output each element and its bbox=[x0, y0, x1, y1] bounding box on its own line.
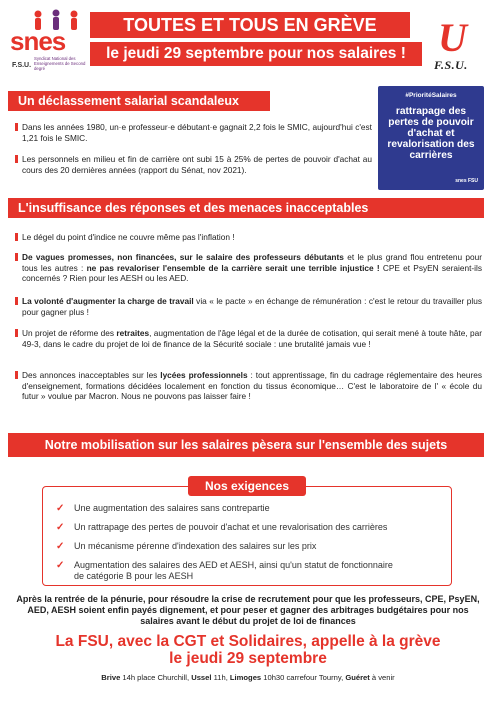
bullet-mark bbox=[15, 123, 18, 131]
check-icon: ✓ bbox=[56, 560, 65, 571]
bullet-mark bbox=[15, 329, 18, 337]
section2-bullet-1: Le dégel du point d'indice ne couvre même pas l'inflation ! bbox=[22, 232, 482, 243]
section2-bullet-5: Des annonces inacceptables sur les lycées professionnels : tout apprentissage, fin du cadrage réglementaire des heures d'enseignement, formations décidées localement en fonction du tissus économique… C'est le laboratoire de l' « école du futur » voulue par Macron. Nous ne pouvons pas laisser faire ! bbox=[22, 370, 482, 402]
check-icon: ✓ bbox=[56, 541, 65, 552]
section2-heading: L'insuffisance des réponses et des menaces inacceptables bbox=[8, 198, 484, 218]
exigence-item-4: ✓ Augmentation des salaires des AED et AESH, ainsi qu'un statut de fonctionnaire bbox=[56, 560, 393, 571]
section1-bullet-1: Dans les années 1980, un·e professeur·e débutant·e gagnait 2,2 fois le SMIC, aujourd'hui c'est 1,21 fois le SMIC. bbox=[22, 122, 372, 143]
exigence-item-1: ✓ Une augmentation des salaires sans contrepartie bbox=[56, 503, 270, 514]
exigence-item-4-cont: de catégorie B pour les AESH bbox=[74, 571, 194, 581]
strike-call bbox=[10, 633, 486, 667]
bullet-mark bbox=[15, 233, 18, 241]
bullet-mark bbox=[15, 371, 18, 379]
fsu-label: F.S.U. bbox=[434, 58, 468, 72]
snes-letters: snes bbox=[10, 26, 66, 56]
section2-bullet-2: De vagues promesses, non financées, sur le salaire des professeurs débutants et le plus grand flou entretenu pour tous les autres : ne pas revaloriser l'ensemble de la carrière serait une terrible injustice ! CPE et PsyEN seraient-ils concernés ? Rien pour les AESH ou les AED. bbox=[22, 252, 482, 284]
section2-bullet-4: Un projet de réforme des retraites, augmentation de l'âge légal et de la durée de cotisation, qui serait mené à toute hâte, par 49-3, dans le cadre du projet de loi de finance de la Sécurité sociale : une brutalité jamais vue ! bbox=[22, 328, 482, 349]
poster-hashtag: #PrioritéSalaires bbox=[405, 92, 457, 99]
bullet-mark bbox=[15, 297, 18, 305]
bullet-mark bbox=[15, 253, 18, 261]
strike-call-line1: La FSU, avec la CGT et Solidaires, appelle à la grève bbox=[55, 633, 441, 650]
exigences-title: Nos exigences bbox=[188, 476, 306, 496]
fsu-u-letter: U bbox=[438, 15, 467, 60]
main-title: TOUTES ET TOUS EN GRÈVE bbox=[90, 12, 410, 38]
snes-logo bbox=[8, 6, 88, 78]
poster-text: rattrapage des pertes de pouvoir d'achat et revalorisation des carrières bbox=[387, 106, 475, 161]
check-icon: ✓ bbox=[56, 522, 65, 533]
meeting-points: Brive 14h place Churchill, Ussel 11h, Limoges 10h30 carrefour Tourny, Guéret à venir bbox=[101, 673, 395, 682]
snes-fsu-label: F.S.U. bbox=[12, 62, 32, 69]
exigence-item-3: ✓ Un mécanisme pérenne d'indexation des salaires sur les prix bbox=[56, 541, 317, 552]
fsu-logo bbox=[430, 14, 488, 76]
section1-heading: Un déclassement salarial scandaleux bbox=[8, 91, 270, 111]
poster-mini-logo: snes FSU bbox=[455, 178, 478, 184]
section1-bullet-2: Les personnels en milieu et fin de carrière ont subi 15 à 25% de pertes de pouvoir d'achat au cours des 20 dernières années (rapport du Sénat, nov 2021). bbox=[22, 154, 372, 175]
priorite-salaires-poster bbox=[378, 86, 484, 190]
bullet-mark bbox=[15, 155, 18, 163]
check-icon: ✓ bbox=[56, 503, 65, 514]
strike-call-line2: le jeudi 29 septembre bbox=[169, 650, 327, 667]
closing-statement: Après la rentrée de la pénurie, pour résoudre la crise de recrutement pour que les professeurs, CPE, PsyEN, AED, AESH soient enfin payés dignement, et pour peser et gagner des arbitrages budgétaires pour nos salaires avant le début du projet de loi de finances bbox=[16, 594, 480, 626]
section2-bullet-3: La volonté d'augmenter la charge de travail via « le pacte » en échange de rémunération : c'est le retour du travailler plus pour gagner plus ! bbox=[22, 296, 482, 317]
section3-heading: Notre mobilisation sur les salaires pèsera sur l'ensemble des sujets bbox=[8, 433, 484, 457]
exigence-item-2: ✓ Un rattrapage des pertes de pouvoir d'achat et une revalorisation des carrières bbox=[56, 522, 388, 533]
main-subtitle: le jeudi 29 septembre pour nos salaires ! bbox=[90, 42, 422, 66]
snes-description: Syndicat National des Enseignements de Second degré bbox=[34, 56, 86, 71]
